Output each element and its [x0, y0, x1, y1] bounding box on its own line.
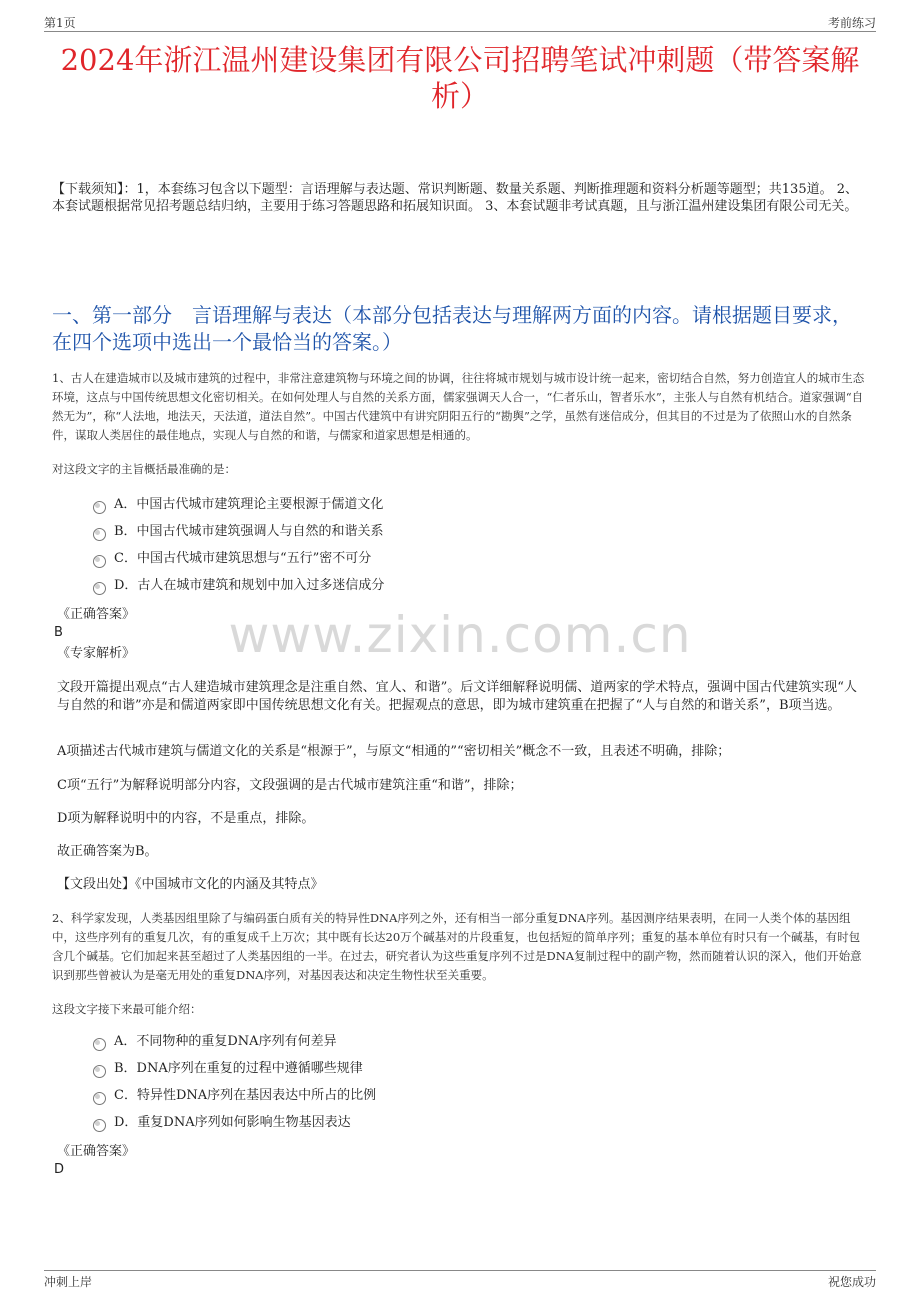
correct-answer-label: 《正确答案》: [57, 607, 136, 622]
passage-source: 【文段出处】《中国城市文化的内涵及其特点》: [57, 877, 324, 892]
analysis-paragraph: 文段开篇提出观点“古人建造城市建筑理念是注重自然、宜人、和谐”。后文详细解释说明儒、道两家的学术特点，强调中国古代建筑实现“人与自然的和谐”亦是和儒道两家即中国传统思想文化有关。把握观点的意思，即为城市建筑重在把握了“人与自然的和谐关系”，B项当选。: [57, 680, 857, 713]
option-label: D．重复DNA序列如何影响生物基因表达: [114, 1115, 351, 1130]
option-label: C．特异性DNA序列在基因表达中所占的比例: [114, 1088, 377, 1103]
radio-icon[interactable]: [93, 1038, 106, 1051]
correct-answer: B: [54, 625, 63, 640]
correct-answer: D: [54, 1162, 65, 1177]
question-2-option-d[interactable]: [93, 1114, 351, 1132]
option-label: A．中国古代城市建筑理论主要根源于儒道文化: [114, 497, 384, 512]
question-2-passage: 2、科学家发现，人类基因组里除了与编码蛋白质有关的特异性DNA序列之外，还有相当一部分重复DNA序列。基因测序结果表明，在同一人类个体的基因组中，这些序列有的重复几次，有的重复成千上万次；其中既有长达20万个碱基对的片段重复，也包括短的简单序列；重复的基本单位有时只有一个碱基，有时包含几个碱基。它们加起来甚至超过了人类基因组的一半。在过去，研究者认为这些重复序列不过是DNA复制过程中的副产物，然而随着认识的深入，他们开始意识到那些曾被认为是毫无用处的重复DNA序列，对基因表达和决定生物性状至关重要。: [52, 911, 862, 982]
page-header: [44, 12, 876, 32]
option-label: C．中国古代城市建筑思想与“五行”密不可分: [114, 551, 372, 566]
question-1-option-b[interactable]: [93, 523, 384, 541]
question-2-option-c[interactable]: [93, 1087, 376, 1105]
page-number: 第1页: [44, 16, 76, 30]
analysis-paragraph: 故正确答案为B。: [57, 844, 158, 859]
question-1-option-d[interactable]: [93, 577, 384, 595]
question-2-option-a[interactable]: [93, 1033, 337, 1051]
radio-icon[interactable]: [93, 582, 106, 595]
analysis-paragraph: C项“五行”为解释说明部分内容，文段强调的是古代城市建筑注重“和谐”，排除；: [57, 778, 523, 793]
option-label: B．DNA序列在重复的过程中遵循哪些规律: [114, 1061, 363, 1076]
analysis-paragraph: D项为解释说明中的内容，不是重点，排除。: [57, 811, 315, 826]
watermark: www.zixin.com.cn: [228, 606, 692, 664]
option-label: B．中国古代城市建筑强调人与自然的和谐关系: [114, 524, 384, 539]
download-notice: 【下载须知】：1，本套练习包含以下题型：言语理解与表达题、常识判断题、数量关系题、判断推理题和资料分析题等题型；共135道。 2、本套试题根据常见招考题总结归纳，主要用于练习答题思路和拓展知识面。 3、本套试题非考试真题，且与浙江温州建设集团有限公司无关。: [52, 182, 858, 214]
radio-icon[interactable]: [93, 501, 106, 514]
footer-left-text: 冲刺上岸: [44, 1275, 93, 1289]
question-1-option-a[interactable]: [93, 496, 383, 514]
page-footer: [44, 1270, 876, 1290]
option-label: A．不同物种的重复DNA序列有何差异: [114, 1034, 337, 1049]
correct-answer-label: 《正确答案》: [57, 1144, 136, 1159]
question-2-stem: 这段文字接下来最可能介绍：: [52, 1002, 202, 1016]
analysis-paragraph: A项描述古代城市建筑与儒道文化的关系是“根源于”，与原文“相通的”“密切相关”概念不一致，且表述不明确，排除；: [57, 744, 731, 759]
radio-icon[interactable]: [93, 1119, 106, 1132]
question-1-stem: 对这段文字的主旨概括最准确的是：: [52, 462, 236, 476]
question-2-option-b[interactable]: [93, 1060, 363, 1078]
option-label: D．古人在城市建筑和规划中加入过多迷信成分: [114, 578, 385, 593]
radio-icon[interactable]: [93, 1065, 106, 1078]
radio-icon[interactable]: [93, 1092, 106, 1105]
header-tag: 考前练习: [827, 16, 876, 30]
expert-analysis-label: 《专家解析》: [57, 646, 136, 661]
radio-icon[interactable]: [93, 555, 106, 568]
radio-icon[interactable]: [93, 528, 106, 541]
question-1-option-c[interactable]: [93, 550, 371, 568]
question-1-passage: 1、古人在建造城市以及城市建筑的过程中，非常注意建筑物与环境之间的协调，往往将城市规划与城市设计统一起来，密切结合自然，努力创造宜人的城市生态环境，这点与中国传统思想文化密切相关。在如何处理人与自然的关系方面，儒家强调天人合一，“仁者乐山，智者乐水”，主张人与自然有机结合。道家强调“自然无为”，称“人法地，地法天，天法道，道法自然”。中国古代建筑中有讲究阴阳五行的“勘舆”之学，虽然有迷信成分，但其目的不过是为了依照山水的自然条件，谋取人类居住的最佳地点，实现人与自然的和谐，与儒家和道家思想是相通的。: [52, 371, 865, 442]
section-heading: 一、第一部分 言语理解与表达（本部分包括表达与理解两方面的内容。请根据题目要求，在四个选项中选出一个最恰当的答案。）: [52, 303, 852, 354]
footer-right-text: 祝您成功: [827, 1275, 876, 1289]
document-title: 2024年浙江温州建设集团有限公司招聘笔试冲刺题（带答案解析）: [60, 43, 860, 113]
